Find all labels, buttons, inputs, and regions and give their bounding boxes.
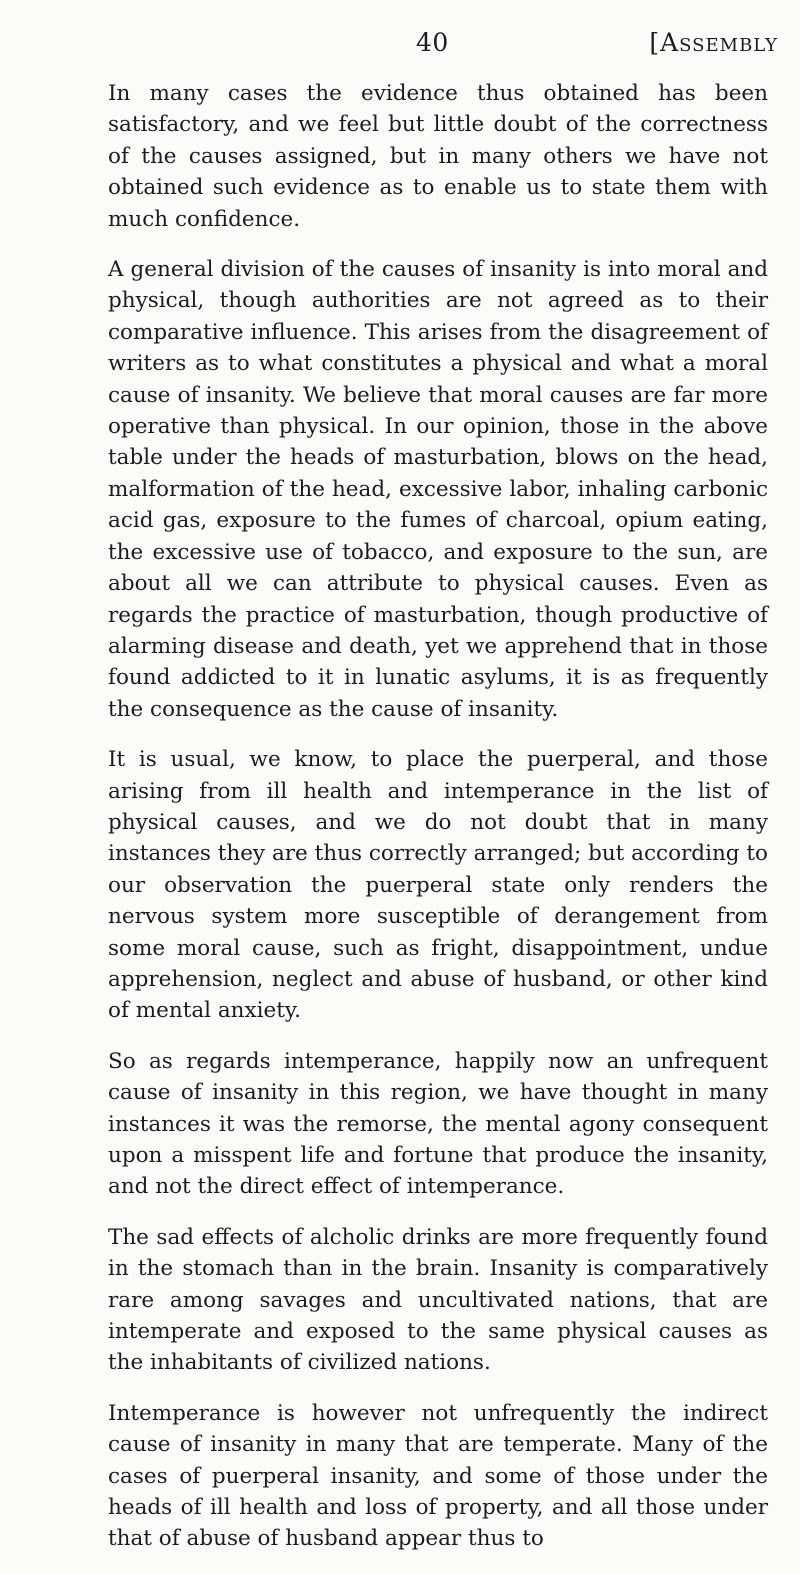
paragraph: In many cases the evidence thus obtained has been satisfactory, and we feel but little doubt of the correctness of the causes assigned, but in many others we have not obtained such evidence as to enable us to state them with much confidence. bbox=[108, 81, 768, 232]
body-text bbox=[108, 78, 768, 1555]
paragraph: A general division of the causes of insanity is into moral and physical, though authorities are not agreed as to their comparative influence. This arises from the disagreement of writers as to what constitutes a physical and what a moral cause of insanity. We believe that moral causes are far more operative than physical. In our opinion, those in the above table under the heads of masturbation, blows on the head, malformation of the head, excessive labor, inhaling carbonic acid gas, exposure to the fumes of charcoal, opium eating, the excessive use of tobacco, and exposure to the sun, are about all we can attribute to physical causes. Even as regards the practice of masturbation, though productive of alarming disease and death, yet we apprehend that in those found addicted to it in lunatic asylums, it is as frequently the consequence as the cause of insanity. bbox=[108, 257, 768, 722]
paragraph: So as regards intemperance, happily now an unfrequent cause of insanity in this region, we have thought in many instances it was the remorse, the mental agony consequent upon a misspent life and fortune that produce the insanity, and not the direct effect of intemperance. bbox=[108, 1048, 768, 1200]
paragraph: The sad effects of alcholic drinks are more frequently found in the stomach than in the brain. Insanity is comparatively rare among savages and uncultivated nations, that are intemperate and exposed to the same physical causes as the inhabitants of civilized nations. bbox=[108, 1224, 768, 1376]
running-head: [Assembly bbox=[649, 28, 778, 57]
page-header bbox=[108, 28, 778, 64]
document-page bbox=[108, 28, 778, 1574]
paragraph: Intemperance is however not unfrequently the indirect cause of insanity in many that are temperate. Many of the cases of puerperal insanity, and some of those under the heads of ill health and loss of property, and all those under that of abuse of husband appear thus to bbox=[108, 1400, 768, 1552]
page-number: 40 bbox=[416, 28, 449, 57]
paragraph: It is usual, we know, to place the puerperal, and those arising from ill health and intemperance in the list of physical causes, and we do not doubt that in many instances they are thus correctly arranged; but according to our observation the puerperal state only renders the nervous system more susceptible of derangement from some moral cause, such as fright, disappointment, undue apprehension, neglect and abuse of husband, or other kind of mental anxiety. bbox=[108, 747, 768, 1024]
